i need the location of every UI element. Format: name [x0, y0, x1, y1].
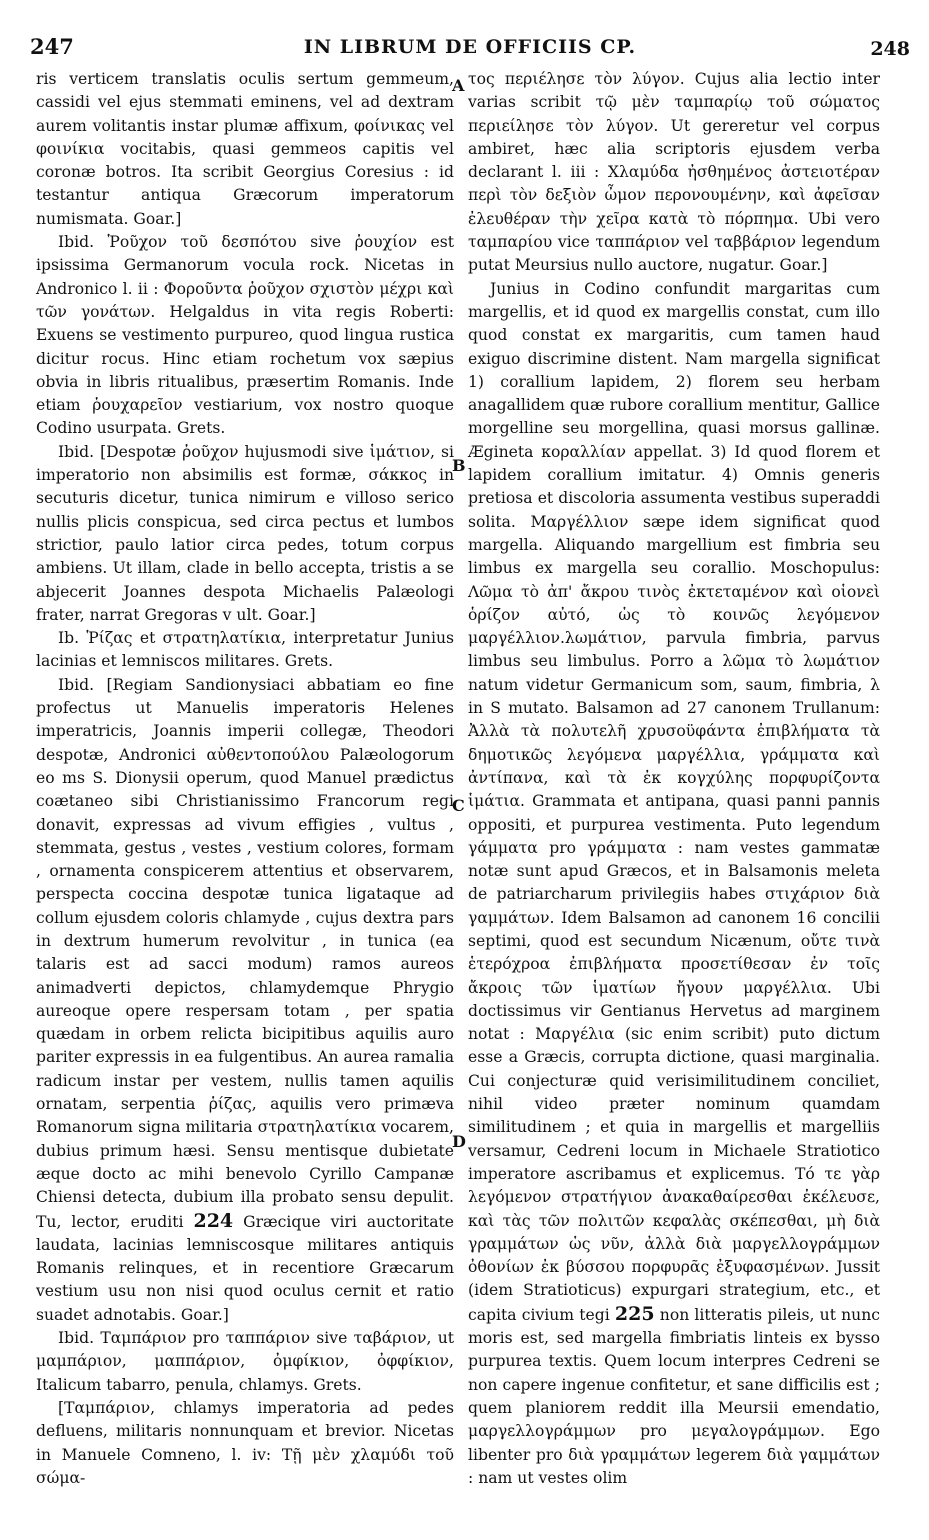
right-paragraph-text: Junius in Codino confundit margaritas cum margellis, et id quod ex margellis constat, cum illo quod constat ex margaritis, cum tamen haud exiguo discrimine distent. Nam margella significat 1) corallium lapidem, 2) florem seu herbam anagallidem quæ rubore corallium mentitur, Gallice morgelline seu morgellina, quasi morsus gallinæ. Ægineta κοραλλίαν appellat. 3) Id quod florem et lapidem corallium imitatur. 4) Omnis generis pretiosa et discoloria assumenta vestibus superaddi solita. Μαργέλλιον sæpe idem significat quod margella. Aliquando margellium est fimbria seu limbus ex margella seu corallio. Moschopulus: Λῶμα τὸ ἀπ' ἄκρου τινὸς ἐκτεταμένον καὶ οἱονεὶ ὁρίζον αὐτό, ὡς τὸ κοινῶς λεγόμενον μαργέλλιον.λωμάτιον, parvula fimbria, parvus limbus seu limbulus. Porro a λῶμα τὸ λωμάτιον natum videtur Germanicum som, saum, fimbria, λ in S mutato. Balsamon ad 27 canonem Trullanum: Ἀλλὰ τὰ πολυτελῆ χρυσοϋφάντα ἐπιβλήματα τὰ δημοτικῶς λεγόμενα μαργέλλια, γράμματα καὶ ἀντίπανα, καὶ τὰ ἐκ κογχύλης πορφυρίζοντα ἱμάτια. Grammata et antipana, quasi panni pannis oppositi, et purpurea vestimenta. Puto legendum γάμματα pro γράμματα : nam vestes gammatæ notæ sunt apud Græcos, et in Balsamonis meleta de patriarcharum privilegiis habes στιχάριον διὰ γαμμάτων. Idem Balsamon ad canonem 16 concilii septimi, quod est secundum Nicænum, οὔτε τινὰ ἑτερόχροα ἐπιβλήματα προσετίθεσαν ἐν τοῖς ἄκροις τῶν ἱματίων ἤγουν μαργέλλια. Ubi doctissimus vir Gentianus Hervetus ad marginem notat : Μαργέλια (sic enim scribit) puto dictum esse a Græcis, corrupta dictione, quasi marginalia. Cui conjecturæ quid verisimilitudinem conciliet, nihil video præter nominum quamdam similitudinem ; et quia in margellis et margelliis versamur, Cedreni locum in Michaele Stratiotico imperatore ascribamus et explicemus. Τό τε γὰρ λεγόμενον στρατήγιον ἀνακαθαίρεσθαι ἐκέλευσε, καὶ τὰς τῶν πολιτῶν κεφαλὰς σκέπεσθαι, μὴ διὰ γραμμάτων ὡς νῦν, ἀλλὰ διὰ μαργελλογράμμων ὀθονίων ἐκ βύσσου πορφυρᾶς ἐξυφασμένων. Jussit (idem Stratioticus) expurgari strategium, etc., et capita civium tegi	[468, 279, 880, 1324]
left-paragraph: [Ταμπάριον, chlamys imperatoria ad pedes defluens, militaris nonnunquam et brevior. Nicetas in Manuele Comneno, l. iv: Τῇ μὲν χλαμύδι τοῦ σώμα-	[36, 1398, 454, 1487]
left-paragraph-text: Græcique viri auctoritate laudata, lacinias lemniscosque militares antiquis Romanis relinques, et in recentiore Græcarum vestium usu non nisi quod oculus cernit et ratio suadet adnotabis. Goar.]	[36, 1212, 454, 1324]
column-number-224: 224	[193, 1209, 234, 1232]
left-paragraph	[36, 674, 454, 1327]
left-paragraph: Ibid. Ῥοῦχον τοῦ δεσπότου sive ῥουχίον est ipsissima Germanorum vocula rock. Nicetas in Andronico l. ii : Φοροῦντα ῥοῦχον σχιστὸν μέχρι καὶ τῶν γονάτων. Helgaldus in vita regis Roberti: Exuens se vestimento purpureo, quod lingua rustica dicitur rocus. Hinc etiam rochetum vox sæpius obvia in libris ritualibus, præsertim Romanis. Inde etiam ῥουχαρεῖον vestiarium, vox nostro quoque Codino usurpata. Grets.	[36, 233, 454, 438]
page-number-left: 247	[30, 34, 74, 59]
margin-marker-b: B	[452, 456, 466, 475]
right-column	[468, 68, 880, 1490]
right-paragraph	[468, 278, 880, 1490]
left-paragraph: ris verticem translatis oculis sertum gemmeum, cassidi vel ejus stemmati eminens, vel ad dextram aurem volitantis instar plumæ affixum, φοίνικας vel φοινίκια vocitabis, quasi gemmeos capitis vel coronæ botros. Ita scribit Georgius Coresius : id testantur antiqua Græcorum imperatorum numismata. Goar.]	[36, 70, 454, 228]
left-paragraph: Ibid. [Despotæ ῥοῦχον hujusmodi sive ἱμάτιον, si imperatorio non absimilis est formæ, σάκκος in secuturis dicetur, tunica nimirum e villoso serico nullis plicis conspicua, sed circa pectus et lumbos strictior, paulo latior circa pedes, totum corpus ambiens. Ut illam, clade in bello accepta, tristis a se abjecerit Joannes despota Michaelis Palæologi frater, narrat Gregoras v ult. Goar.]	[36, 442, 454, 624]
right-paragraph-text: non litteratis pileis, ut nunc moris est, sed margella fimbriatis linteis ex bysso purpurea textis. Quem locum interpres Cedreni se non capere ingenue confitetur, et sane difficilis est ; quem planiorem reddit illa Meursii emendatio, μαργελλογράμμων pro μεγαλογράμμων. Ego libenter pro διὰ γραμμάτων legerem διὰ γαμμάτων : nam ut vestes olim	[468, 1305, 880, 1487]
left-paragraph: Ibid. Ταμπάριον pro ταππάριον sive ταβάριον, ut μαμπάριον, μαππάριον, ὀμφίκιον, ὀφφίκιον, Italicum tabarro, penula, chlamys. Grets.	[36, 1329, 454, 1394]
right-paragraph: τος περιέλησε τὸν λύγον. Cujus alia lectio inter varias scribit τῷ μὲν ταμπαρίῳ τοῦ σώματος περιείλησε τὸν λύγον. Ut gereretur vel corpus ambiret, hæc alia scriptoris ejusdem verba declarant l. iii : Χλαμύδα ἠσθημένος ἀστειοτέραν περὶ τὸν δεξιὸν ὦμον περονουμένην, καὶ ἀφεῖσαν ἐλευθέραν τὴν χεῖρα κατὰ τὸ πόρπημα. Ubi vero ταμπαρίου vice ταππάριον vel ταββάριον legendum putat Meursius nullo auctore, nugatur. Goar.]	[468, 70, 880, 275]
margin-marker-d: D	[452, 1132, 466, 1151]
margin-marker-a: A	[452, 76, 465, 95]
column-number-225: 225	[614, 1302, 655, 1325]
left-paragraph: Ib. Ῥίζας et στρατηλατίκια, interpretatur Junius lacinias et lemniscos militares. Grets.	[36, 629, 454, 671]
margin-marker-c: C	[452, 796, 465, 815]
left-paragraph-text: Ibid. [Regiam Sandionysiaci abbatiam eo fine profectus ut Manuelis imperatoris Helenes imperatricis, Joannis imperii collegæ, Theodori despotæ, Andronici αὐθεντοπούλου Palæologorum eo ms S. Dionysii operum, quod Manuel prædictus coætaneo sibi Christianissimo Francorum regi donavit, expressas ad vivum effigies , vultus , stemmata, gestus , vestes , vestium colores, formam , ornamenta conspicerem attentius et observarem, perspecta coccina despotæ tunica ligataque ad collum ejusdem coloris chlamyde , cujus dextra pars in dextrum humerum revolvitur , in tunica (ea talaris est ad sacci modum) ramos aureos animadverti depictos, chlamydemque Phrygio aureoque opere respersam totam , per spatia quædam in orbem relicta bicipitibus aquilis auro pariter expressis in ea fulgentibus. An aurea ramalia radicum instar per vestem, nullis tamen aquilis ornatam, serpentia ῥίζας, aquilis vero primæva Romanorum signa militaria στρατηλατίκια vocarem, dubius primum hæsi. Sensu mentisque dubietate æque docto ac mihi benevolo Cyrillo Campanæ Chiensi detecta, dubium illa probato sensu depulit. Tu, lector, eruditi	[36, 675, 454, 1231]
running-title: IN LIBRUM DE OFFICIIS CP.	[303, 36, 637, 58]
page-number-right: 248	[870, 38, 910, 60]
running-header	[30, 34, 910, 70]
left-column	[36, 68, 454, 1490]
